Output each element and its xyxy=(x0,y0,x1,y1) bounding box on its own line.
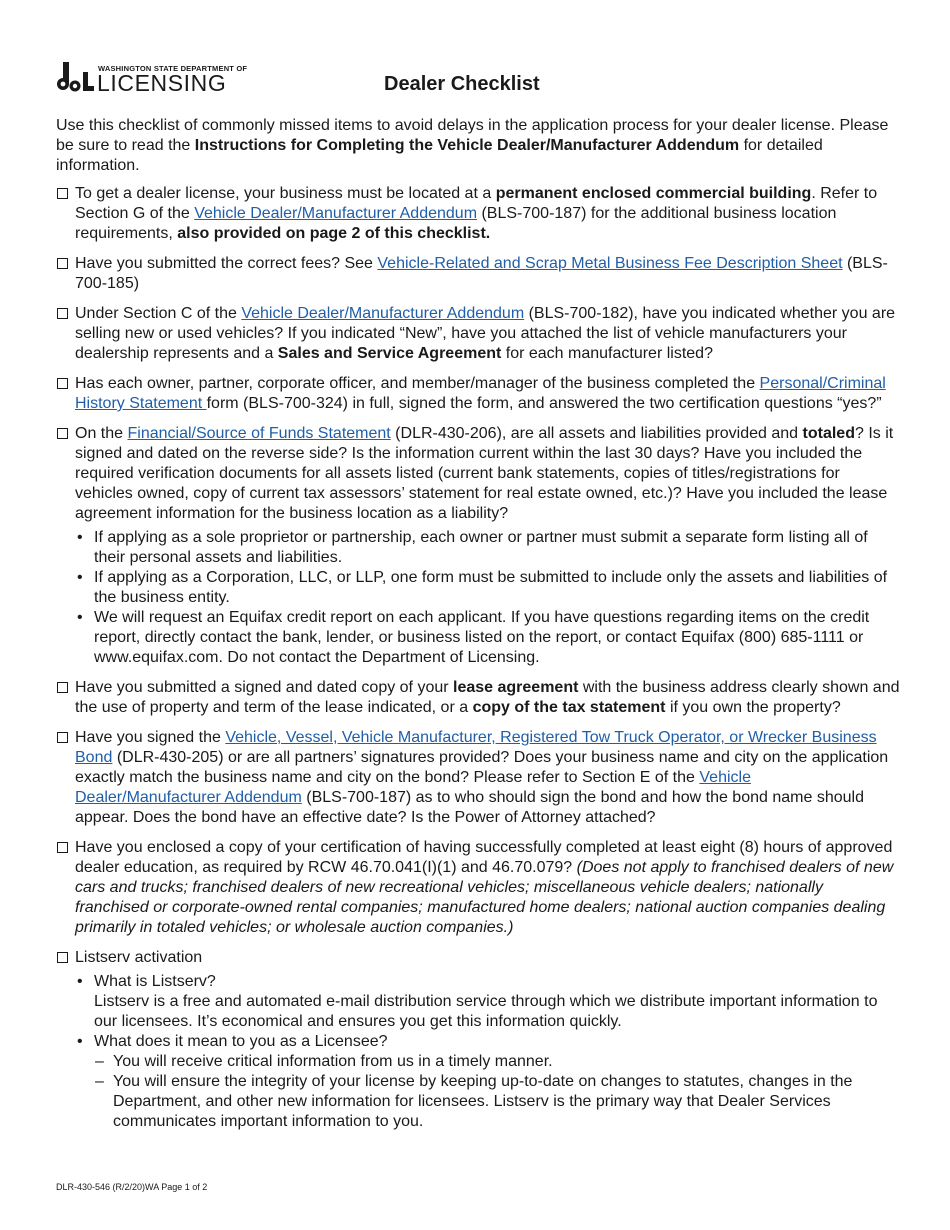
checklist-item-bond xyxy=(56,728,901,828)
checkbox[interactable] xyxy=(57,682,68,693)
checkbox[interactable] xyxy=(57,308,68,319)
list-item xyxy=(75,1032,901,1132)
intro-text: Use this checklist of commonly missed items to avoid delays in the application process for your dealer license. Please be sure to read the xyxy=(56,117,889,154)
link-fee-description-sheet[interactable]: Vehicle-Related and Scrap Metal Business Fee Description Sheet xyxy=(377,255,843,272)
checklist-item-new-used xyxy=(56,304,901,364)
item-text: Has each owner, partner, corporate officer, and member/manager of the business completed the xyxy=(75,375,760,392)
logo-licensing-text: LICENSING xyxy=(97,70,227,96)
logo-agency-text: WASHINGTON STATE DEPARTMENT OF xyxy=(98,64,248,73)
item-bold-text: Sales and Service Agreement xyxy=(277,345,502,362)
listserv-answer: Listserv is a free and automated e-mail distribution service through which we distribute important information to our licensees. It’s economical and ensures you get this information quickly. xyxy=(94,993,878,1030)
list-item: • If applying as a Corporation, LLC, or LLP, one form must be submitted to include only the assets and liabilities of the business entity. xyxy=(75,568,901,608)
checklist-item-education xyxy=(56,838,901,938)
checkbox[interactable] xyxy=(57,952,68,963)
intro-instructions-title: Instructions for Completing the Vehicle Dealer/Manufacturer Addendum xyxy=(194,137,740,154)
item-text: ? Is it signed and dated on the reverse side? Is the information current within the last 30 days? Have you included the required verification documents for all assets listed (current bank statements, copies of titles/registrations for vehicles owned, copy of current tax assessors’ statement for real estate owned, etc.)? Have you included the lease agreement information for the business location as a liability? xyxy=(75,425,894,522)
page-title: Dealer Checklist xyxy=(384,73,540,95)
checkbox[interactable] xyxy=(57,732,68,743)
checkbox[interactable] xyxy=(57,378,68,389)
item-bold-text: permanent enclosed commercial building xyxy=(495,185,812,202)
checkbox[interactable] xyxy=(57,428,68,439)
item-text: To get a dealer license, your business must be located at a xyxy=(75,185,496,202)
checkbox[interactable] xyxy=(57,258,68,269)
link-dealer-addendum[interactable]: Vehicle Dealer/Manufacturer Addendum xyxy=(75,769,751,806)
item-text: Listserv activation xyxy=(75,949,203,966)
form-footer: DLR-430-546 (R/2/20)WA Page 1 of 2 xyxy=(56,1182,208,1192)
item-text: Under Section C of the xyxy=(75,305,242,322)
list-item: • We will request an Equifax credit report on each applicant. If you have questions regarding items on the credit report, directly contact the bank, lender, or business listed on the report, or contact Equifax (800) 685-1111 or www.equifax.com. Do not contact the Department of Licensing. xyxy=(75,608,901,668)
link-criminal-history-statement[interactable]: Personal/Criminal History Statement xyxy=(75,375,886,412)
dol-logo-mark-icon xyxy=(56,62,96,92)
intro-paragraph xyxy=(56,116,896,176)
list-item: • If applying as a sole proprietor or partnership, each owner or partner must submit a separate form listing all of their personal assets and liabilities. xyxy=(75,528,901,568)
dol-logo xyxy=(56,60,248,96)
item-text: Have you submitted the correct fees? See xyxy=(75,255,378,272)
link-financial-statement[interactable]: Financial/Source of Funds Statement xyxy=(127,425,391,442)
list-item: – You will receive critical information from us in a timely manner. xyxy=(94,1052,901,1072)
listserv-question: • What is Listserv? xyxy=(94,973,216,990)
item-text: (DLR-430-205) or are all partners’ signatures provided? Does your business name and city on the application exactly match the business name and city on the bond? Please refer to Section E of the xyxy=(75,749,889,786)
item-bold-text: also provided on page 2 of this checklist. xyxy=(177,225,491,242)
item-text: (BLS-700-185) xyxy=(75,255,888,292)
item-text: (BLS-700-187) for the additional business location requirements, xyxy=(75,205,837,242)
listserv-bullets xyxy=(75,972,901,1132)
item-text: . Refer to Section G of the xyxy=(75,185,878,222)
item-bold-text: lease agreement xyxy=(453,679,579,696)
item-text: form (BLS-700-324) in full, signed the form, and answered the two certification questions “yes?” xyxy=(206,395,882,412)
intro-text-end: for detailed information. xyxy=(56,137,823,174)
checklist-item-fees xyxy=(56,254,901,294)
list-item xyxy=(75,972,901,1032)
link-dealer-addendum[interactable]: Vehicle Dealer/Manufacturer Addendum xyxy=(194,205,478,222)
listserv-dash-list xyxy=(94,1052,901,1132)
checklist-item-lease xyxy=(56,678,901,718)
item-text: (BLS-700-187) as to who should sign the bond and how the bond name should appear. Does the bond have an effective date? Is the Power of Attorney attached? xyxy=(75,789,864,826)
item-text: Have you signed the xyxy=(75,729,226,746)
item-italic-text: (Does not apply to franchised dealers of new cars and trucks; franchised dealers of new recreational vehicles; miscellaneous vehicle dealers; nationally franchised or corporate-owned rental companies; manufactured home dealers; national auction companies dealing primarily in totaled vehicles; or wholesale auction companies.) xyxy=(75,859,894,936)
checkbox[interactable] xyxy=(57,842,68,853)
link-dealer-addendum[interactable]: Vehicle Dealer/Manufacturer Addendum xyxy=(241,305,525,322)
checklist-item-location xyxy=(56,184,901,244)
link-business-bond[interactable]: Vehicle, Vessel, Vehicle Manufacturer, Registered Tow Truck Operator, or Wrecker Business Bond xyxy=(75,729,877,766)
checklist-item-listserv xyxy=(56,948,901,1132)
checklist xyxy=(56,184,901,1142)
item-bold-text: copy of the tax statement xyxy=(472,699,666,716)
item-text: Have you enclosed a copy of your certification of having successfully completed at least eight (8) hours of approved dealer education, as required by RCW 46.70.041(I)(1) and 46.70.079? xyxy=(75,839,893,876)
item-text: Have you submitted a signed and dated copy of your xyxy=(75,679,454,696)
item-text: with the business address clearly shown and the use of property and term of the lease indicated, or a xyxy=(75,679,900,716)
checkbox[interactable] xyxy=(57,188,68,199)
checklist-item-financial-statement xyxy=(56,424,901,668)
list-item: – You will ensure the integrity of your license by keeping up-to-date on changes to statutes, changes in the Department, and other new information for licensees. Listserv is the primary way that Dealer Services communicates important information to you. xyxy=(94,1072,901,1132)
item-text: (BLS-700-182), have you indicated whether you are selling new or used vehicles? If you indicated “New”, have you attached the list of vehicle manufacturers your dealership represents and a xyxy=(75,305,896,362)
item-text: if you own the property? xyxy=(665,699,841,716)
listserv-question: • What does it mean to you as a Licensee? xyxy=(94,1033,388,1050)
item-bold-text: totaled xyxy=(802,425,855,442)
financial-bullets xyxy=(75,528,901,668)
checklist-item-history-statement xyxy=(56,374,901,414)
item-text: for each manufacturer listed? xyxy=(501,345,713,362)
item-text: On the xyxy=(75,425,128,442)
item-text: (DLR-430-206), are all assets and liabilities provided and xyxy=(390,425,803,442)
